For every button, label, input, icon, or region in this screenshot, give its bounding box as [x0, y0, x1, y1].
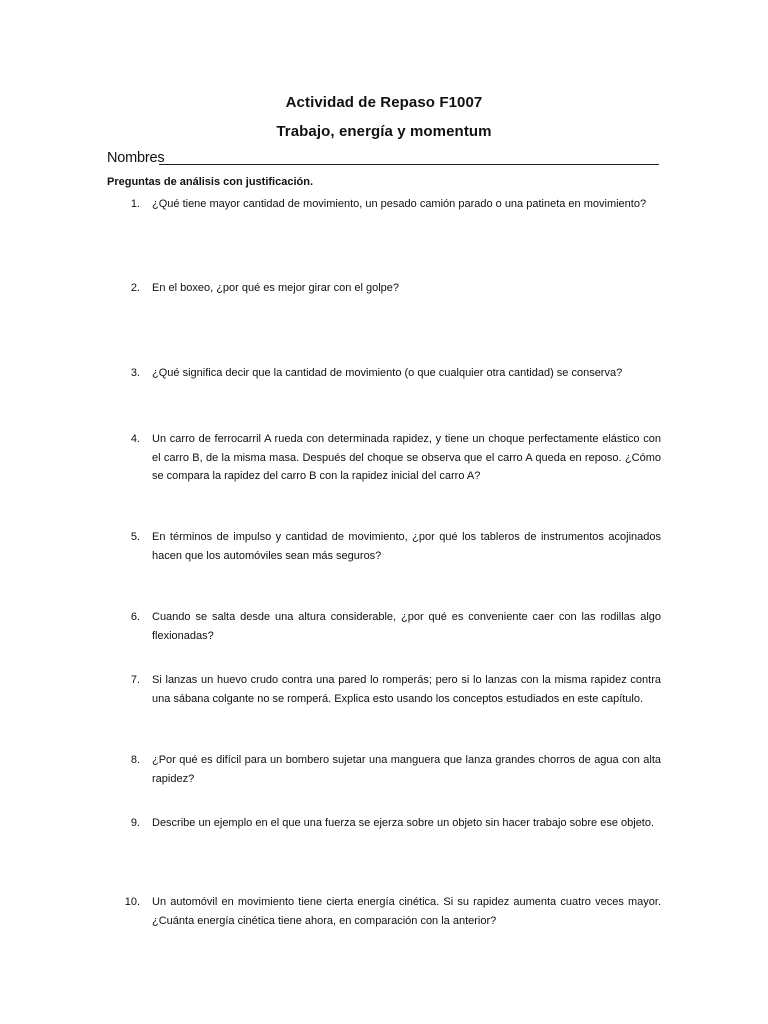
- document-subtitle: Trabajo, energía y momentum: [276, 123, 492, 140]
- question-number: 10.: [124, 896, 140, 908]
- question-number: 4.: [130, 433, 140, 445]
- question-text: ¿Por qué es difícil para un bombero sujetar una manguera que lanza grandes chorros de agua con alta rapidez?: [152, 754, 661, 785]
- question-text: Si lanzas un huevo crudo contra una pared lo romperás; pero si lo lanzas con la misma rapidez contra una sábana colgante no se romperá. Explica esto usando los conceptos estudiados en este capítulo.: [152, 674, 661, 705]
- question-text: ¿Qué tiene mayor cantidad de movimiento, un pesado camión parado o una patineta en movimiento?: [152, 198, 647, 210]
- question-number: 3.: [130, 367, 140, 379]
- question-number: 1.: [130, 198, 140, 210]
- name-field[interactable]: [107, 150, 659, 170]
- section-heading: Preguntas de análisis con justificación.: [107, 176, 314, 188]
- question-number: 5.: [130, 531, 140, 543]
- name-label: Nombres: [107, 150, 165, 166]
- question-text: Un carro de ferrocarril A rueda con determinada rapidez, y tiene un choque perfectamente elástico con el carro B, de la misma masa. Después del choque se observa que el carro A queda en reposo. ¿Cómo se compara la rapidez del carro B con la rapidez inicial del carro A?: [152, 433, 661, 482]
- question-text: En el boxeo, ¿por qué es mejor girar con el golpe?: [152, 282, 400, 294]
- question-text: ¿Qué significa decir que la cantidad de movimiento (o que cualquier otra cantidad) se conserva?: [152, 367, 623, 379]
- question-number: 6.: [130, 611, 140, 623]
- question-text: En términos de impulso y cantidad de movimiento, ¿por qué los tableros de instrumentos acojinados hacen que los automóviles sean más seguros?: [152, 531, 661, 562]
- question-number: 9.: [130, 817, 140, 829]
- document-title: Actividad de Repaso F1007: [285, 94, 483, 111]
- question-text: Cuando se salta desde una altura considerable, ¿por qué es conveniente caer con las rodillas algo flexionadas?: [152, 611, 661, 642]
- question-text: Un automóvil en movimiento tiene cierta energía cinética. Si su rapidez aumenta cuatro veces mayor. ¿Cuánta energía cinética tiene ahora, en comparación con la anterior?: [152, 896, 661, 927]
- question-number: 2.: [130, 282, 140, 294]
- question-number: 8.: [130, 754, 140, 766]
- name-underline: [159, 164, 659, 165]
- question-text: Describe un ejemplo en el que una fuerza se ejerza sobre un objeto sin hacer trabajo sobre ese objeto.: [152, 817, 655, 829]
- question-number: 7.: [130, 674, 140, 686]
